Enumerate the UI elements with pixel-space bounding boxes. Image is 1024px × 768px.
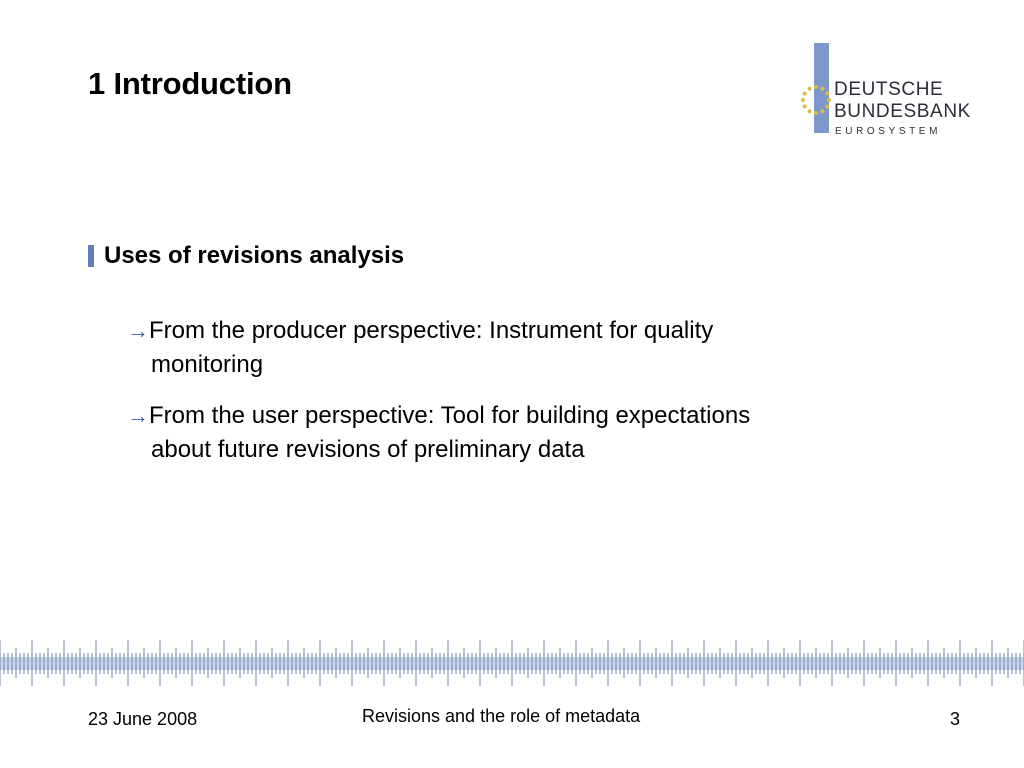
decorative-ruler	[0, 638, 1024, 688]
logo-line-1: DEUTSCHE	[834, 79, 944, 100]
page-number: 3	[950, 709, 961, 729]
footer-date: 23 June 2008	[88, 709, 198, 729]
bullet-item	[127, 314, 887, 382]
logo-line-2: BUNDESBANK	[834, 101, 971, 122]
euro-star	[825, 92, 829, 96]
euro-star	[821, 87, 825, 91]
section-heading	[88, 242, 404, 270]
euro-star	[825, 105, 829, 109]
euro-star	[808, 109, 812, 113]
bullet-item	[127, 399, 887, 467]
slide-title: 1 Introduction	[88, 66, 292, 101]
bullet-text-line2: monitoring	[151, 351, 264, 378]
section-heading-text: Uses of revisions analysis	[104, 242, 405, 269]
bundesbank-logo	[798, 42, 978, 137]
section-marker-icon	[88, 245, 94, 267]
euro-star	[814, 111, 818, 115]
bullet-text-line1: From the producer perspective: Instrument for quality	[149, 317, 714, 344]
bullet-text-line2: about future revisions of preliminary data	[151, 436, 585, 463]
footer-title: Revisions and the role of metadata	[362, 706, 641, 726]
euro-star	[803, 92, 807, 96]
logo-line-3: EUROSYSTEM	[835, 126, 942, 137]
euro-star	[821, 109, 825, 113]
euro-star	[808, 87, 812, 91]
euro-star	[803, 105, 807, 109]
arrow-right-icon: →	[127, 403, 149, 428]
arrow-right-icon: →	[127, 318, 149, 343]
bullet-text-line1: From the user perspective: Tool for building expectations	[149, 402, 751, 429]
euro-stars-icon	[798, 82, 834, 118]
euro-star	[801, 98, 805, 102]
euro-star	[827, 98, 831, 102]
euro-star	[814, 85, 818, 89]
